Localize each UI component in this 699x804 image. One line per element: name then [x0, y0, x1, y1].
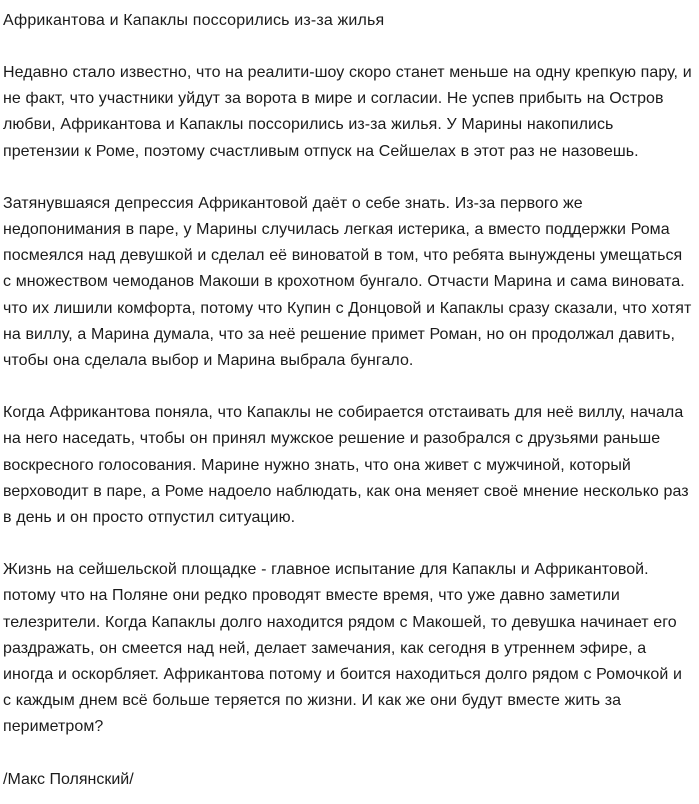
article-paragraph-2: Затянувшаяся депрессия Африкантовой даёт о себе знать. Из-за первого же недопонимания в паре, у Марины случилась легкая истерика, а вместо поддержки Рома посмеялся над девушкой и сделал её виноватой в том, что ребята вынуждены умещаться с множеством чемоданов Макоши в крохотном бунгало. Отчасти Марина и сама виновата. что их лишили комфорта, потому что Купин с Донцовой и Капаклы сразу сказали, что хотят на виллу, а Марина думала, что за неё решение примет Роман, но он продолжал давить, чтобы она сделала выбор и Марина выбрала бунгало.: [3, 194, 692, 370]
article-paragraph-3: Когда Африкантова поняла, что Капаклы не собирается отстаивать для неё виллу, начала на него наседать, чтобы он принял мужское решение и разобрался с друзьями раньше воскресного голосования. Марине нужно знать, что она живет с мужчиной, который верховодит в паре, а Роме надоело наблюдать, как она меняет своё мнение несколько раз в день и он просто отпустил ситуацию.: [3, 404, 689, 527]
article-paragraph-4: Жизнь на сейшельской площадке - главное испытание для Капаклы и Африкантовой. потому что на Поляне они редко проводят вместе время, что уже давно заметили телезрители. Когда Капаклы долго находится рядом с Макошей, то девушка начинает его раздражать, он смеется над ней, делает замечания, как сегодня в утреннем эфире, а иногда и оскорбляет. Африкантова потому и боится находиться долго рядом с Ромочкой и с каждым днем всё больше теряется по жизни. И как же они будут вместе жить за периметром?: [3, 561, 682, 736]
article-body: [3, 34, 693, 793]
article-paragraph-1: Недавно стало известно, что на реалити-шоу скоро станет меньше на одну крепкую пару, и не факт, что участники уйдут за ворота в мире и согласии. Не успев прибыть на Остров любви, Африкантова и Капаклы поссорились из-за жилья. У Марины накопились претензии к Роме, поэтому счастливым отпуск на Сейшелах в этот раз не назовешь.: [3, 64, 692, 160]
page-title: Африкантова и Капаклы поссорились из-за жилья: [3, 12, 385, 29]
article-signature: /Макс Полянский/: [3, 770, 134, 788]
